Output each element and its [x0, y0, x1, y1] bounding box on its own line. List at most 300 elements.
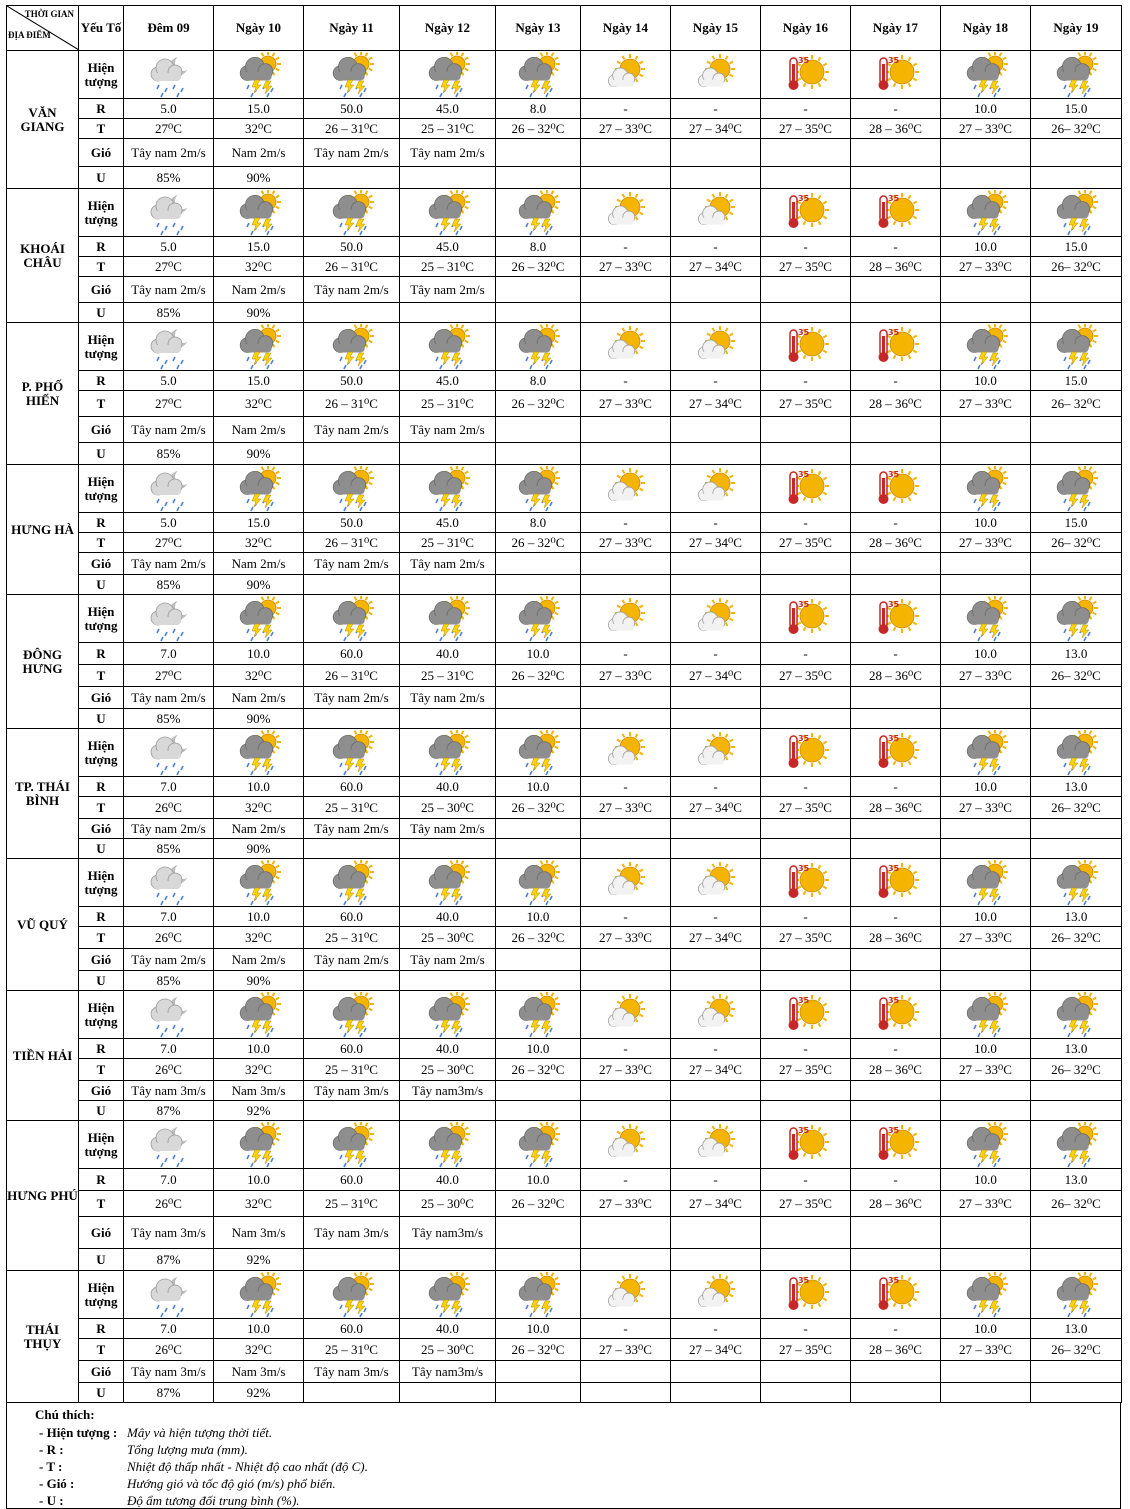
wind-value — [496, 277, 581, 303]
weather-cell — [124, 729, 214, 777]
element-label-wind: Gió — [79, 687, 124, 709]
thunderstorm-icon — [962, 190, 1010, 236]
wind-value — [581, 1081, 671, 1101]
thunderstorm-icon — [1052, 466, 1100, 512]
wind-value — [761, 949, 851, 971]
row-humidity — [7, 443, 1122, 465]
element-label-wind: Gió — [79, 553, 124, 575]
temp-value: 26 – 32⁰C — [496, 1059, 581, 1081]
temp-value: 27⁰C — [124, 665, 214, 687]
weather-cell — [581, 323, 671, 371]
element-label-temp: T — [79, 119, 124, 139]
corner-cell — [7, 6, 79, 51]
humidity-value: 85% — [124, 167, 214, 189]
element-label-phenomenon: Hiện tượng — [79, 729, 124, 777]
wind-value: Nam 2m/s — [214, 949, 304, 971]
rain-value: 40.0 — [400, 1039, 496, 1059]
sun-cloud-icon — [692, 52, 740, 98]
weather-cell — [671, 991, 761, 1039]
svg-text:35: 35 — [797, 995, 809, 1005]
thunderstorm-icon — [235, 190, 283, 236]
wind-value — [1031, 139, 1122, 167]
rain-value: 13.0 — [1031, 1039, 1122, 1059]
humidity-value — [400, 443, 496, 465]
row-rain — [7, 1039, 1122, 1059]
hot-sun-icon — [872, 52, 920, 98]
hot-sun-icon — [872, 466, 920, 512]
temp-value: 26 – 32⁰C — [496, 1191, 581, 1217]
wind-value: Nam 2m/s — [214, 553, 304, 575]
weather-cell — [581, 595, 671, 643]
thunderstorm-icon — [235, 324, 283, 370]
cloud-moon-rain-icon — [145, 596, 193, 642]
temp-value: 27⁰C — [124, 391, 214, 417]
temp-value: 26 – 32⁰C — [496, 665, 581, 687]
temp-value: 25 – 31⁰C — [304, 797, 400, 819]
weather-cell — [761, 991, 851, 1039]
temp-value: 32⁰C — [214, 257, 304, 277]
rain-value: - — [761, 99, 851, 119]
wind-value — [671, 553, 761, 575]
wind-value — [941, 553, 1031, 575]
humidity-value — [496, 443, 581, 465]
rain-value: 10.0 — [496, 777, 581, 797]
wind-value — [496, 949, 581, 971]
wind-value — [941, 277, 1031, 303]
humidity-value — [304, 303, 400, 323]
hot-sun-icon — [782, 992, 830, 1038]
rain-value: - — [581, 1039, 671, 1059]
wind-value — [761, 687, 851, 709]
temp-value: 26– 32⁰C — [1031, 1059, 1122, 1081]
thunderstorm-icon — [1052, 52, 1100, 98]
svg-text:35: 35 — [887, 599, 899, 609]
wind-value — [496, 417, 581, 443]
humidity-value: 87% — [124, 1249, 214, 1271]
wind-value: Tây nam 2m/s — [304, 819, 400, 839]
location-name: ĐÔNG HƯNG — [7, 595, 79, 729]
rain-value: 10.0 — [941, 1169, 1031, 1191]
rain-value: 15.0 — [214, 237, 304, 257]
wind-value — [581, 553, 671, 575]
weather-cell — [581, 729, 671, 777]
svg-text:35: 35 — [797, 469, 809, 479]
wind-value — [496, 1217, 581, 1249]
thunderstorm-icon — [1052, 324, 1100, 370]
humidity-value — [761, 1383, 851, 1403]
sun-cloud-icon — [602, 52, 650, 98]
rain-value: - — [761, 513, 851, 533]
wind-value — [581, 417, 671, 443]
wind-value: Tây nam 2m/s — [304, 687, 400, 709]
humidity-value — [941, 1249, 1031, 1271]
temp-value: 25 – 30⁰C — [400, 927, 496, 949]
rain-value: 10.0 — [941, 1039, 1031, 1059]
note-key: - Gió : — [39, 1476, 75, 1491]
thunderstorm-icon — [514, 596, 562, 642]
wind-value: Tây nam 2m/s — [304, 139, 400, 167]
weather-cell — [1031, 729, 1122, 777]
rain-value: 10.0 — [941, 99, 1031, 119]
element-label-wind: Gió — [79, 1217, 124, 1249]
day-header: Ngày 12 — [400, 6, 496, 51]
humidity-value — [851, 971, 941, 991]
thunderstorm-icon — [514, 324, 562, 370]
element-label-phenomenon: Hiện tượng — [79, 595, 124, 643]
humidity-value — [496, 1249, 581, 1271]
rain-value: - — [671, 907, 761, 927]
temp-value: 27 – 34⁰C — [671, 927, 761, 949]
note-desc: Độ ẩm tương đối trung bình (%). — [127, 1493, 300, 1508]
humidity-value — [400, 709, 496, 729]
temp-value: 26 – 31⁰C — [304, 391, 400, 417]
thunderstorm-icon — [962, 324, 1010, 370]
rain-value: 10.0 — [496, 907, 581, 927]
temp-value: 27 – 33⁰C — [941, 257, 1031, 277]
humidity-value — [400, 1249, 496, 1271]
wind-value: Nam 3m/s — [214, 1081, 304, 1101]
thunderstorm-icon — [328, 190, 376, 236]
row-temp — [7, 257, 1122, 277]
wind-value — [761, 1361, 851, 1383]
humidity-value — [851, 167, 941, 189]
wind-value: Tây nam3m/s — [400, 1361, 496, 1383]
weather-cell — [671, 1121, 761, 1169]
forecast-sheet — [6, 5, 1121, 1509]
cloud-moon-rain-icon — [145, 52, 193, 98]
note-desc: Tổng lượng mưa (mm). — [127, 1442, 248, 1457]
temp-value: 26 – 31⁰C — [304, 119, 400, 139]
weather-cell — [304, 465, 400, 513]
hot-sun-icon — [872, 992, 920, 1038]
row-phenomenon — [7, 595, 1122, 643]
temp-value: 26⁰C — [124, 927, 214, 949]
wind-value — [1031, 417, 1122, 443]
weather-cell — [214, 729, 304, 777]
wind-value — [671, 819, 761, 839]
weather-cell — [851, 465, 941, 513]
note-key: - U : — [39, 1493, 64, 1508]
temp-value: 28 – 36⁰C — [851, 119, 941, 139]
humidity-value — [761, 303, 851, 323]
weather-cell — [400, 859, 496, 907]
svg-text:35: 35 — [887, 995, 899, 1005]
weather-cell — [496, 1271, 581, 1319]
rain-value: 15.0 — [1031, 237, 1122, 257]
weather-cell — [304, 1121, 400, 1169]
weather-cell — [124, 1121, 214, 1169]
weather-cell — [124, 859, 214, 907]
weather-cell — [761, 1271, 851, 1319]
wind-value: Tây nam 2m/s — [400, 139, 496, 167]
hot-sun-icon — [782, 324, 830, 370]
temp-value: 32⁰C — [214, 665, 304, 687]
humidity-value: 90% — [214, 167, 304, 189]
rain-value: 7.0 — [124, 1039, 214, 1059]
temp-value: 27 – 34⁰C — [671, 257, 761, 277]
humidity-value — [581, 839, 671, 859]
temp-value: 27 – 33⁰C — [581, 1059, 671, 1081]
weather-cell — [214, 859, 304, 907]
thunderstorm-icon — [514, 466, 562, 512]
weather-cell — [124, 1271, 214, 1319]
thunderstorm-icon — [424, 730, 472, 776]
element-label-humidity: U — [79, 839, 124, 859]
weather-cell — [761, 729, 851, 777]
sun-cloud-icon — [602, 324, 650, 370]
thunderstorm-icon — [424, 324, 472, 370]
element-label-temp: T — [79, 1059, 124, 1081]
humidity-value — [851, 1249, 941, 1271]
humidity-value — [941, 167, 1031, 189]
rain-value: - — [671, 1039, 761, 1059]
humidity-value — [581, 709, 671, 729]
element-label-phenomenon: Hiện tượng — [79, 189, 124, 237]
weather-cell — [304, 323, 400, 371]
humidity-value: 87% — [124, 1101, 214, 1121]
temp-value: 26 – 31⁰C — [304, 257, 400, 277]
thunderstorm-icon — [424, 190, 472, 236]
wind-value: Tây nam 2m/s — [304, 277, 400, 303]
corner-place-label: ĐỊA ĐIỂM — [8, 30, 51, 40]
row-wind — [7, 553, 1122, 575]
cloud-moon-rain-icon — [145, 992, 193, 1038]
sun-cloud-icon — [602, 190, 650, 236]
element-label-humidity: U — [79, 709, 124, 729]
weather-cell — [1031, 595, 1122, 643]
temp-value: 25 – 31⁰C — [400, 119, 496, 139]
row-rain — [7, 777, 1122, 797]
weather-cell — [671, 729, 761, 777]
svg-text:35: 35 — [797, 55, 809, 65]
temp-value: 27 – 34⁰C — [671, 1339, 761, 1361]
temp-value: 28 – 36⁰C — [851, 1339, 941, 1361]
rain-value: - — [581, 907, 671, 927]
rain-value: 50.0 — [304, 99, 400, 119]
wind-value — [941, 819, 1031, 839]
wind-value: Tây nam 2m/s — [400, 819, 496, 839]
rain-value: 13.0 — [1031, 643, 1122, 665]
temp-value: 27 – 34⁰C — [671, 391, 761, 417]
hot-sun-icon — [782, 860, 830, 906]
rain-value: - — [671, 371, 761, 391]
weather-cell — [851, 859, 941, 907]
humidity-value: 90% — [214, 443, 304, 465]
wind-value: Tây nam 2m/s — [124, 417, 214, 443]
humidity-value — [496, 1101, 581, 1121]
wind-value — [941, 1361, 1031, 1383]
row-wind — [7, 277, 1122, 303]
weather-cell — [581, 991, 671, 1039]
humidity-value — [671, 1383, 761, 1403]
temp-value: 27 – 33⁰C — [581, 533, 671, 553]
weather-cell — [1031, 859, 1122, 907]
temp-value: 27 – 35⁰C — [761, 797, 851, 819]
wind-value: Nam 3m/s — [214, 1217, 304, 1249]
row-phenomenon — [7, 189, 1122, 237]
sun-cloud-icon — [692, 860, 740, 906]
rain-value: 10.0 — [214, 643, 304, 665]
cloud-moon-rain-icon — [145, 324, 193, 370]
thunderstorm-icon — [328, 1272, 376, 1318]
weather-cell — [671, 51, 761, 99]
element-label-rain: R — [79, 99, 124, 119]
weather-cell — [304, 991, 400, 1039]
temp-value: 27 – 35⁰C — [761, 927, 851, 949]
weather-cell — [761, 465, 851, 513]
humidity-value — [304, 443, 400, 465]
weather-cell — [400, 991, 496, 1039]
humidity-value: 85% — [124, 303, 214, 323]
temp-value: 25 – 31⁰C — [304, 1191, 400, 1217]
weather-cell — [214, 465, 304, 513]
humidity-value: 90% — [214, 709, 304, 729]
humidity-value — [304, 1249, 400, 1271]
temp-value: 26⁰C — [124, 1339, 214, 1361]
temp-value: 27 – 33⁰C — [581, 391, 671, 417]
day-header: Ngày 17 — [851, 6, 941, 51]
weather-cell — [304, 859, 400, 907]
temp-value: 26– 32⁰C — [1031, 665, 1122, 687]
svg-text:35: 35 — [797, 733, 809, 743]
rain-value: 10.0 — [496, 1319, 581, 1339]
day-header: Đêm 09 — [124, 6, 214, 51]
rain-value: 13.0 — [1031, 1319, 1122, 1339]
temp-value: 28 – 36⁰C — [851, 797, 941, 819]
rain-value: 40.0 — [400, 777, 496, 797]
wind-value: Tây nam 2m/s — [124, 277, 214, 303]
weather-cell — [496, 189, 581, 237]
rain-value: - — [671, 1319, 761, 1339]
svg-text:35: 35 — [887, 469, 899, 479]
rain-value: - — [851, 643, 941, 665]
humidity-value — [496, 575, 581, 595]
wind-value — [496, 1361, 581, 1383]
rain-value: - — [851, 777, 941, 797]
element-label-humidity: U — [79, 575, 124, 595]
row-temp — [7, 533, 1122, 553]
sun-cloud-icon — [602, 1272, 650, 1318]
humidity-value — [1031, 709, 1122, 729]
row-temp — [7, 1339, 1122, 1361]
weather-cell — [941, 51, 1031, 99]
rain-value: 10.0 — [941, 643, 1031, 665]
temp-value: 27 – 33⁰C — [581, 1191, 671, 1217]
temp-value: 26– 32⁰C — [1031, 257, 1122, 277]
humidity-value — [851, 303, 941, 323]
weather-cell — [671, 859, 761, 907]
wind-value — [581, 277, 671, 303]
location-name: TP. THÁI BÌNH — [7, 729, 79, 859]
weather-cell — [761, 51, 851, 99]
rain-value: 40.0 — [400, 643, 496, 665]
humidity-value: 92% — [214, 1383, 304, 1403]
wind-value: Tây nam 2m/s — [124, 687, 214, 709]
sun-cloud-icon — [692, 596, 740, 642]
wind-value: Tây nam 2m/s — [400, 553, 496, 575]
hot-sun-icon — [782, 52, 830, 98]
rain-value: - — [851, 513, 941, 533]
temp-value: 26– 32⁰C — [1031, 797, 1122, 819]
element-label-rain: R — [79, 777, 124, 797]
weather-cell — [1031, 1121, 1122, 1169]
row-wind — [7, 1081, 1122, 1101]
row-rain — [7, 237, 1122, 257]
humidity-value — [671, 443, 761, 465]
temp-value: 27 – 34⁰C — [671, 119, 761, 139]
wind-value — [1031, 1081, 1122, 1101]
temp-value: 27 – 35⁰C — [761, 1339, 851, 1361]
svg-text:35: 35 — [887, 1275, 899, 1285]
humidity-value — [761, 839, 851, 859]
humidity-value — [400, 971, 496, 991]
element-label-phenomenon: Hiện tượng — [79, 1271, 124, 1319]
wind-value — [671, 277, 761, 303]
rain-value: 5.0 — [124, 99, 214, 119]
humidity-value — [851, 709, 941, 729]
temp-value: 32⁰C — [214, 1059, 304, 1081]
svg-text:35: 35 — [887, 193, 899, 203]
wind-value — [761, 139, 851, 167]
row-phenomenon — [7, 51, 1122, 99]
humidity-value — [496, 1383, 581, 1403]
temp-value: 27 – 33⁰C — [941, 1059, 1031, 1081]
rain-value: - — [761, 777, 851, 797]
element-label-temp: T — [79, 391, 124, 417]
humidity-value — [1031, 303, 1122, 323]
temp-value: 25 – 31⁰C — [304, 927, 400, 949]
element-label-temp: T — [79, 257, 124, 277]
row-wind — [7, 819, 1122, 839]
row-wind — [7, 1217, 1122, 1249]
rain-value: 10.0 — [214, 1169, 304, 1191]
row-temp — [7, 665, 1122, 687]
svg-text:35: 35 — [887, 327, 899, 337]
thunderstorm-icon — [424, 992, 472, 1038]
temp-value: 27 – 35⁰C — [761, 257, 851, 277]
humidity-value — [400, 839, 496, 859]
hot-sun-icon — [782, 730, 830, 776]
temp-value: 27 – 33⁰C — [581, 665, 671, 687]
note-item — [39, 1493, 300, 1509]
rain-value: 45.0 — [400, 99, 496, 119]
cloud-moon-rain-icon — [145, 1122, 193, 1168]
element-label-humidity: U — [79, 1383, 124, 1403]
wind-value — [1031, 819, 1122, 839]
thunderstorm-icon — [1052, 1272, 1100, 1318]
humidity-value: 85% — [124, 839, 214, 859]
temp-value: 27 – 33⁰C — [941, 391, 1031, 417]
thunderstorm-icon — [514, 992, 562, 1038]
temp-value: 27 – 35⁰C — [761, 119, 851, 139]
weather-cell — [124, 51, 214, 99]
humidity-value — [761, 1249, 851, 1271]
weather-cell — [214, 51, 304, 99]
temp-value: 26 – 32⁰C — [496, 119, 581, 139]
temp-value: 28 – 36⁰C — [851, 257, 941, 277]
humidity-value: 85% — [124, 971, 214, 991]
wind-value: Tây nam 3m/s — [124, 1081, 214, 1101]
row-phenomenon — [7, 991, 1122, 1039]
wind-value — [761, 1217, 851, 1249]
temp-value: 32⁰C — [214, 533, 304, 553]
temp-value: 25 – 31⁰C — [400, 533, 496, 553]
rain-value: 13.0 — [1031, 907, 1122, 927]
wind-value — [941, 687, 1031, 709]
sun-cloud-icon — [692, 730, 740, 776]
wind-value: Tây nam 2m/s — [124, 819, 214, 839]
rain-value: - — [581, 237, 671, 257]
